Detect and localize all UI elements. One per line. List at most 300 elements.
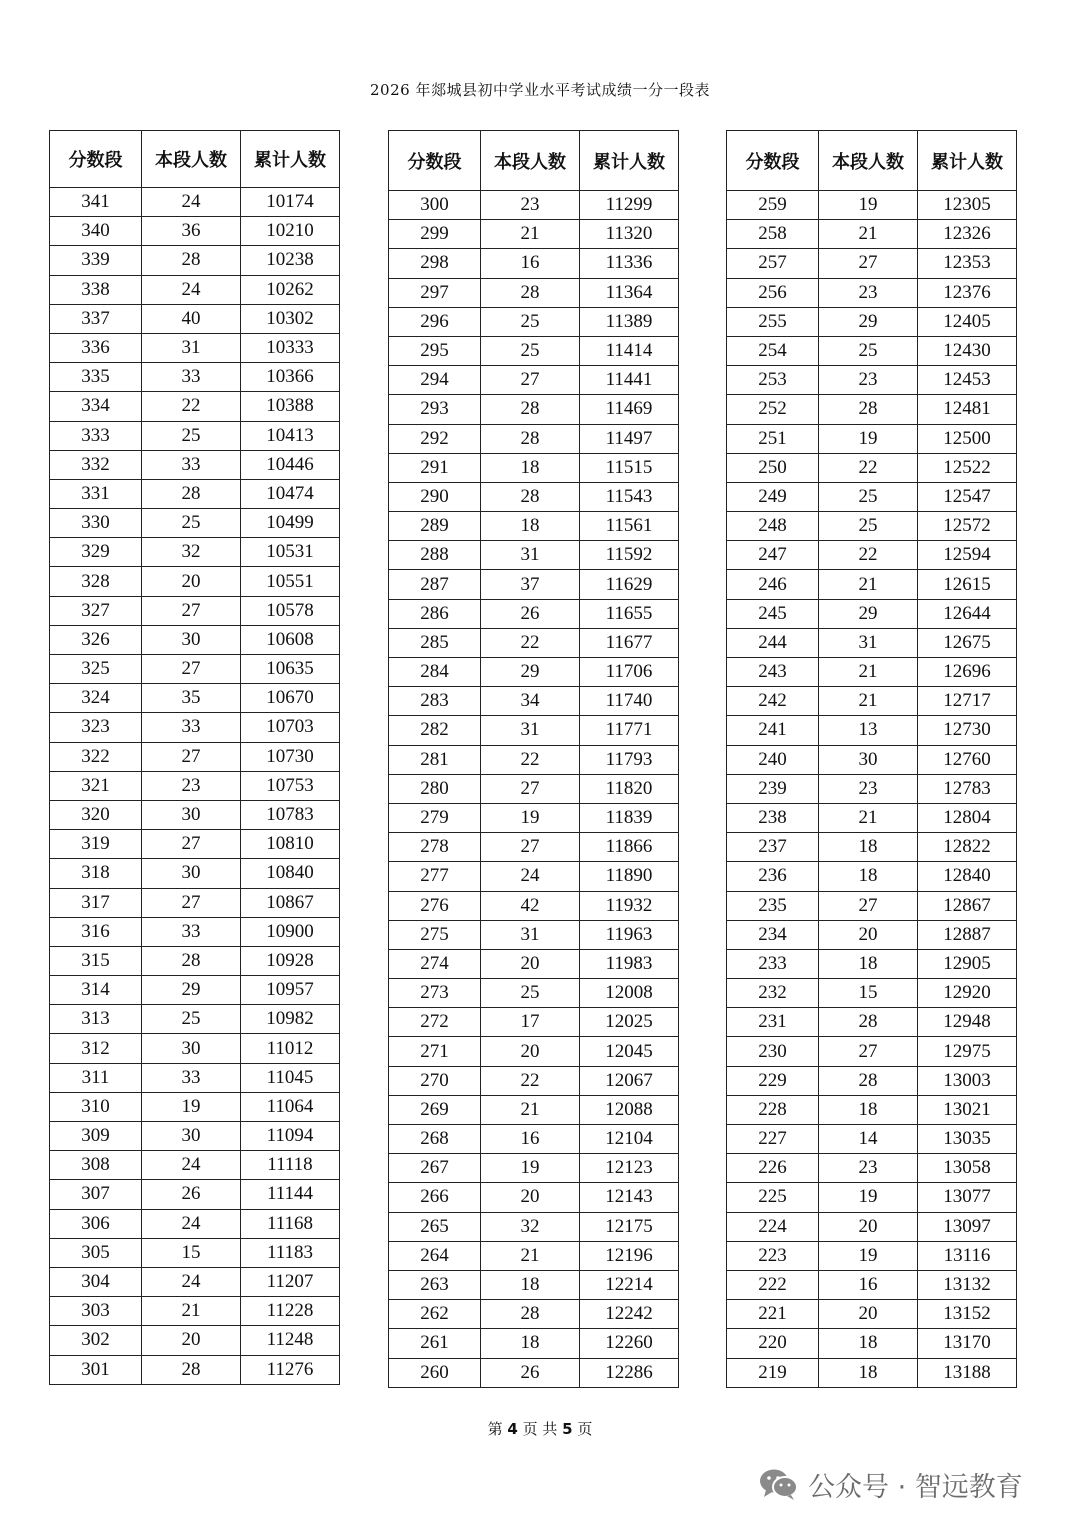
cell-count: 20 — [142, 1326, 241, 1355]
cell-score: 256 — [727, 278, 819, 307]
cell-cumulative: 10928 — [241, 946, 340, 975]
footer-total-pages: 5 — [562, 1420, 573, 1438]
cell-cumulative: 12196 — [580, 1241, 679, 1270]
cell-cumulative: 12975 — [918, 1037, 1017, 1066]
cell-score: 289 — [389, 512, 481, 541]
header-score: 分数段 — [727, 131, 819, 191]
cell-cumulative: 13021 — [918, 1095, 1017, 1124]
cell-count: 19 — [819, 424, 918, 453]
cell-cumulative: 10366 — [241, 363, 340, 392]
cell-score: 233 — [727, 949, 819, 978]
cell-score: 327 — [50, 596, 142, 625]
cell-cumulative: 10753 — [241, 771, 340, 800]
table-row — [50, 1238, 340, 1267]
cell-cumulative: 12214 — [580, 1270, 679, 1299]
cell-count: 27 — [481, 366, 580, 395]
cell-cumulative: 13188 — [918, 1358, 1017, 1387]
cell-cumulative: 12717 — [918, 687, 1017, 716]
cell-cumulative: 12376 — [918, 278, 1017, 307]
table-row — [727, 1270, 1017, 1299]
cell-cumulative: 11118 — [241, 1151, 340, 1180]
cell-score: 305 — [50, 1238, 142, 1267]
cell-cumulative: 10446 — [241, 450, 340, 479]
cell-count: 21 — [819, 803, 918, 832]
cell-cumulative: 10635 — [241, 655, 340, 684]
cell-cumulative: 11441 — [580, 366, 679, 395]
cell-cumulative: 11094 — [241, 1122, 340, 1151]
table-row — [389, 482, 679, 511]
table-row — [727, 949, 1017, 978]
cell-score: 331 — [50, 479, 142, 508]
cell-count: 25 — [819, 512, 918, 541]
cell-score: 248 — [727, 512, 819, 541]
cell-score: 320 — [50, 800, 142, 829]
cell-score: 336 — [50, 333, 142, 362]
table-row — [727, 482, 1017, 511]
cell-cumulative: 11469 — [580, 395, 679, 424]
cell-score: 266 — [389, 1183, 481, 1212]
cell-cumulative: 10238 — [241, 246, 340, 275]
cell-cumulative: 11320 — [580, 220, 679, 249]
cell-count: 28 — [819, 1066, 918, 1095]
table-row — [727, 862, 1017, 891]
table-row — [727, 920, 1017, 949]
cell-score: 321 — [50, 771, 142, 800]
table-row — [50, 188, 340, 217]
watermark-text: 公众号 · 智远教育 — [808, 1471, 1023, 1503]
cell-cumulative: 11561 — [580, 512, 679, 541]
table-row — [389, 1358, 679, 1387]
table-row — [727, 658, 1017, 687]
table-row — [389, 979, 679, 1008]
table-row — [50, 1209, 340, 1238]
table-row — [727, 628, 1017, 657]
table-row — [50, 917, 340, 946]
cell-cumulative: 12867 — [918, 891, 1017, 920]
cell-cumulative: 13170 — [918, 1329, 1017, 1358]
cell-count: 18 — [481, 1329, 580, 1358]
cell-count: 25 — [481, 979, 580, 1008]
cell-score: 220 — [727, 1329, 819, 1358]
table-row — [389, 1270, 679, 1299]
cell-cumulative: 11144 — [241, 1180, 340, 1209]
cell-cumulative: 11740 — [580, 687, 679, 716]
cell-cumulative: 13035 — [918, 1125, 1017, 1154]
cell-score: 341 — [50, 188, 142, 217]
table-row — [727, 1154, 1017, 1183]
watermark — [758, 1462, 1023, 1506]
score-table-2 — [388, 130, 679, 1388]
cell-cumulative: 12067 — [580, 1066, 679, 1095]
cell-count: 31 — [819, 628, 918, 657]
cell-score: 255 — [727, 307, 819, 336]
cell-count: 23 — [481, 191, 580, 220]
cell-cumulative: 11276 — [241, 1355, 340, 1384]
page-footer — [0, 1418, 1080, 1439]
cell-score: 315 — [50, 946, 142, 975]
cell-count: 30 — [142, 625, 241, 654]
cell-count: 19 — [481, 803, 580, 832]
cell-count: 22 — [481, 1066, 580, 1095]
cell-score: 323 — [50, 713, 142, 742]
cell-cumulative: 12025 — [580, 1008, 679, 1037]
cell-score: 326 — [50, 625, 142, 654]
cell-count: 28 — [481, 1300, 580, 1329]
cell-score: 275 — [389, 920, 481, 949]
header-cumulative: 累计人数 — [918, 131, 1017, 191]
table-row — [50, 450, 340, 479]
cell-cumulative: 12326 — [918, 220, 1017, 249]
table-row — [389, 1125, 679, 1154]
cell-count: 24 — [142, 1209, 241, 1238]
cell-count: 16 — [481, 249, 580, 278]
cell-cumulative: 11820 — [580, 774, 679, 803]
cell-score: 271 — [389, 1037, 481, 1066]
header-count: 本段人数 — [819, 131, 918, 191]
cell-count: 19 — [142, 1092, 241, 1121]
cell-count: 27 — [481, 774, 580, 803]
table-row — [389, 920, 679, 949]
table-row — [727, 803, 1017, 832]
table-row — [727, 1008, 1017, 1037]
cell-cumulative: 12405 — [918, 307, 1017, 336]
cell-cumulative: 12088 — [580, 1095, 679, 1124]
cell-cumulative: 10333 — [241, 333, 340, 362]
page-title: 2026 年郯城县初中学业水平考试成绩一分一段表 — [370, 81, 710, 99]
cell-cumulative: 12286 — [580, 1358, 679, 1387]
cell-score: 239 — [727, 774, 819, 803]
cell-score: 253 — [727, 366, 819, 395]
cell-cumulative: 12045 — [580, 1037, 679, 1066]
table-row — [50, 246, 340, 275]
cell-score: 310 — [50, 1092, 142, 1121]
table-row — [389, 745, 679, 774]
score-table-3 — [726, 130, 1017, 1388]
cell-cumulative: 12696 — [918, 658, 1017, 687]
cell-count: 31 — [481, 716, 580, 745]
cell-cumulative: 10783 — [241, 800, 340, 829]
table-row — [389, 1212, 679, 1241]
cell-cumulative: 10578 — [241, 596, 340, 625]
cell-cumulative: 10174 — [241, 188, 340, 217]
cell-score: 270 — [389, 1066, 481, 1095]
table-row — [50, 596, 340, 625]
cell-count: 24 — [481, 862, 580, 891]
table-row — [50, 1355, 340, 1384]
cell-cumulative: 12123 — [580, 1154, 679, 1183]
cell-score: 311 — [50, 1063, 142, 1092]
table-row — [389, 1037, 679, 1066]
cell-count: 27 — [142, 742, 241, 771]
cell-count: 18 — [819, 1095, 918, 1124]
cell-count: 27 — [142, 655, 241, 684]
table-row — [389, 541, 679, 570]
cell-score: 260 — [389, 1358, 481, 1387]
cell-cumulative: 12948 — [918, 1008, 1017, 1037]
cell-count: 20 — [481, 1037, 580, 1066]
cell-count: 24 — [142, 188, 241, 217]
table-row — [50, 946, 340, 975]
cell-cumulative: 10413 — [241, 421, 340, 450]
cell-cumulative: 11336 — [580, 249, 679, 278]
cell-count: 27 — [819, 891, 918, 920]
table-header-row — [50, 131, 340, 188]
cell-score: 259 — [727, 191, 819, 220]
cell-cumulative: 12644 — [918, 599, 1017, 628]
table-row — [727, 570, 1017, 599]
cell-cumulative: 11543 — [580, 482, 679, 511]
cell-score: 244 — [727, 628, 819, 657]
cell-count: 25 — [142, 509, 241, 538]
cell-cumulative: 11963 — [580, 920, 679, 949]
cell-cumulative: 11655 — [580, 599, 679, 628]
table-row — [50, 1180, 340, 1209]
cell-cumulative: 11414 — [580, 336, 679, 365]
cell-score: 282 — [389, 716, 481, 745]
cell-count: 13 — [819, 716, 918, 745]
cell-cumulative: 12481 — [918, 395, 1017, 424]
table-row — [389, 453, 679, 482]
cell-cumulative: 10867 — [241, 888, 340, 917]
cell-cumulative: 11793 — [580, 745, 679, 774]
cell-cumulative: 12840 — [918, 862, 1017, 891]
cell-cumulative: 10474 — [241, 479, 340, 508]
cell-score: 254 — [727, 336, 819, 365]
table-row — [727, 1095, 1017, 1124]
cell-cumulative: 12547 — [918, 482, 1017, 511]
table-row — [50, 742, 340, 771]
header-count: 本段人数 — [142, 131, 241, 188]
table-row — [50, 304, 340, 333]
cell-score: 337 — [50, 304, 142, 333]
cell-cumulative: 13097 — [918, 1212, 1017, 1241]
cell-score: 290 — [389, 482, 481, 511]
table-row — [727, 191, 1017, 220]
cell-count: 28 — [142, 479, 241, 508]
table-row — [50, 392, 340, 421]
cell-count: 20 — [481, 1183, 580, 1212]
table-row — [727, 1212, 1017, 1241]
cell-cumulative: 10670 — [241, 684, 340, 713]
table-row — [727, 1125, 1017, 1154]
table-row — [727, 307, 1017, 336]
cell-cumulative: 12887 — [918, 920, 1017, 949]
cell-score: 284 — [389, 658, 481, 687]
cell-cumulative: 12675 — [918, 628, 1017, 657]
cell-score: 294 — [389, 366, 481, 395]
cell-cumulative: 13116 — [918, 1241, 1017, 1270]
footer-suffix: 页 — [577, 1420, 593, 1438]
cell-score: 300 — [389, 191, 481, 220]
cell-count: 20 — [142, 567, 241, 596]
footer-prefix: 第 — [487, 1420, 503, 1438]
cell-score: 232 — [727, 979, 819, 1008]
cell-count: 27 — [819, 1037, 918, 1066]
table-row — [50, 421, 340, 450]
cell-count: 21 — [142, 1297, 241, 1326]
cell-cumulative: 10840 — [241, 859, 340, 888]
cell-score: 236 — [727, 862, 819, 891]
cell-count: 25 — [142, 421, 241, 450]
cell-count: 22 — [481, 745, 580, 774]
cell-score: 228 — [727, 1095, 819, 1124]
table-row — [727, 1037, 1017, 1066]
cell-score: 221 — [727, 1300, 819, 1329]
cell-cumulative: 11592 — [580, 541, 679, 570]
cell-score: 258 — [727, 220, 819, 249]
cell-score: 306 — [50, 1209, 142, 1238]
cell-count: 27 — [481, 833, 580, 862]
table-row — [50, 771, 340, 800]
cell-count: 28 — [819, 395, 918, 424]
cell-count: 25 — [481, 336, 580, 365]
cell-count: 32 — [481, 1212, 580, 1241]
cell-count: 26 — [142, 1180, 241, 1209]
cell-cumulative: 10957 — [241, 976, 340, 1005]
cell-score: 226 — [727, 1154, 819, 1183]
table-row — [389, 220, 679, 249]
cell-score: 237 — [727, 833, 819, 862]
cell-score: 280 — [389, 774, 481, 803]
cell-score: 274 — [389, 949, 481, 978]
cell-count: 29 — [142, 976, 241, 1005]
cell-count: 15 — [819, 979, 918, 1008]
cell-count: 25 — [481, 307, 580, 336]
header-count: 本段人数 — [481, 131, 580, 191]
table-row — [50, 1151, 340, 1180]
table-row — [727, 1358, 1017, 1387]
cell-score: 251 — [727, 424, 819, 453]
cell-count: 14 — [819, 1125, 918, 1154]
cell-cumulative: 12572 — [918, 512, 1017, 541]
cell-cumulative: 12500 — [918, 424, 1017, 453]
cell-score: 292 — [389, 424, 481, 453]
cell-count: 25 — [819, 482, 918, 511]
cell-count: 37 — [481, 570, 580, 599]
cell-count: 24 — [142, 1151, 241, 1180]
table-row — [389, 1066, 679, 1095]
cell-cumulative: 12305 — [918, 191, 1017, 220]
cell-score: 278 — [389, 833, 481, 862]
cell-score: 250 — [727, 453, 819, 482]
cell-cumulative: 10388 — [241, 392, 340, 421]
cell-count: 20 — [819, 1300, 918, 1329]
cell-cumulative: 10900 — [241, 917, 340, 946]
cell-score: 243 — [727, 658, 819, 687]
cell-score: 242 — [727, 687, 819, 716]
table-row — [50, 1267, 340, 1296]
cell-count: 16 — [819, 1270, 918, 1299]
cell-cumulative: 10982 — [241, 1005, 340, 1034]
cell-score: 272 — [389, 1008, 481, 1037]
table-row — [50, 1005, 340, 1034]
cell-count: 19 — [819, 1183, 918, 1212]
cell-count: 36 — [142, 217, 241, 246]
cell-cumulative: 10262 — [241, 275, 340, 304]
cell-score: 229 — [727, 1066, 819, 1095]
table-row — [50, 830, 340, 859]
cell-score: 318 — [50, 859, 142, 888]
cell-cumulative: 12594 — [918, 541, 1017, 570]
cell-count: 22 — [481, 628, 580, 657]
cell-count: 30 — [142, 1122, 241, 1151]
table-row — [50, 1326, 340, 1355]
cell-cumulative: 12760 — [918, 745, 1017, 774]
table-row — [727, 716, 1017, 745]
cell-score: 277 — [389, 862, 481, 891]
cell-score: 247 — [727, 541, 819, 570]
cell-count: 29 — [819, 307, 918, 336]
cell-score: 330 — [50, 509, 142, 538]
cell-count: 28 — [819, 1008, 918, 1037]
cell-score: 334 — [50, 392, 142, 421]
cell-cumulative: 12730 — [918, 716, 1017, 745]
cell-cumulative: 10608 — [241, 625, 340, 654]
cell-count: 23 — [819, 366, 918, 395]
cell-count: 29 — [481, 658, 580, 687]
table-row — [727, 278, 1017, 307]
table-row — [50, 625, 340, 654]
cell-count: 28 — [481, 395, 580, 424]
table-row — [727, 453, 1017, 482]
cell-count: 30 — [819, 745, 918, 774]
cell-score: 299 — [389, 220, 481, 249]
cell-count: 42 — [481, 891, 580, 920]
cell-score: 332 — [50, 450, 142, 479]
table-row — [50, 859, 340, 888]
cell-score: 261 — [389, 1329, 481, 1358]
cell-cumulative: 11045 — [241, 1063, 340, 1092]
table-row — [389, 366, 679, 395]
cell-cumulative: 11771 — [580, 716, 679, 745]
table-row — [50, 363, 340, 392]
cell-count: 18 — [819, 862, 918, 891]
cell-cumulative: 11364 — [580, 278, 679, 307]
cell-count: 21 — [819, 220, 918, 249]
cell-cumulative: 10810 — [241, 830, 340, 859]
header-score: 分数段 — [50, 131, 142, 188]
table-row — [50, 567, 340, 596]
cell-cumulative: 12353 — [918, 249, 1017, 278]
table-row — [389, 716, 679, 745]
table-row — [389, 278, 679, 307]
cell-score: 313 — [50, 1005, 142, 1034]
cell-cumulative: 12905 — [918, 949, 1017, 978]
cell-score: 246 — [727, 570, 819, 599]
cell-count: 19 — [819, 1241, 918, 1270]
cell-cumulative: 11932 — [580, 891, 679, 920]
cell-count: 18 — [819, 1358, 918, 1387]
cell-count: 28 — [481, 424, 580, 453]
cell-count: 21 — [481, 1095, 580, 1124]
table-row — [727, 395, 1017, 424]
table-row — [389, 249, 679, 278]
table-row — [50, 800, 340, 829]
cell-count: 26 — [481, 599, 580, 628]
cell-score: 240 — [727, 745, 819, 774]
cell-count: 18 — [819, 949, 918, 978]
table-row — [389, 862, 679, 891]
cell-cumulative: 12143 — [580, 1183, 679, 1212]
cell-count: 21 — [819, 570, 918, 599]
cell-score: 225 — [727, 1183, 819, 1212]
table-row — [389, 1183, 679, 1212]
cell-score: 288 — [389, 541, 481, 570]
cell-score: 223 — [727, 1241, 819, 1270]
table-row — [389, 570, 679, 599]
cell-score: 219 — [727, 1358, 819, 1387]
header-cumulative: 累计人数 — [580, 131, 679, 191]
